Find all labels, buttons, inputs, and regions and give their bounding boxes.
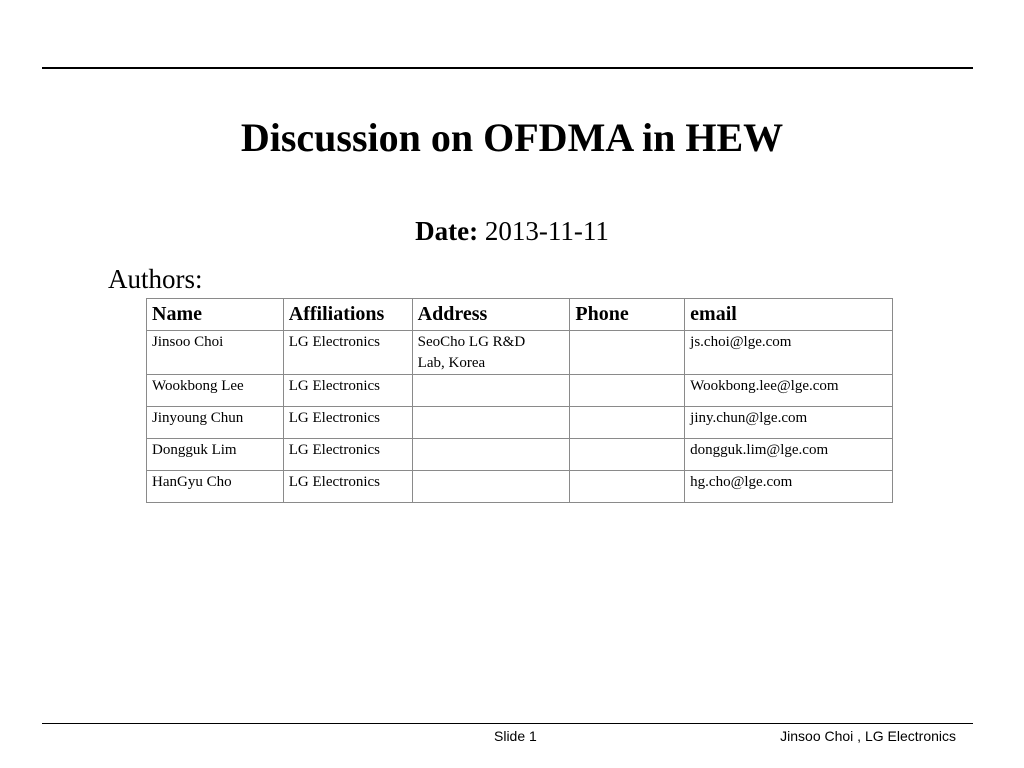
cell-affiliation: LG Electronics bbox=[283, 375, 412, 407]
cell-name: Jinsoo Choi bbox=[147, 331, 284, 375]
cell-affiliation: LG Electronics bbox=[283, 331, 412, 375]
table-row bbox=[147, 439, 893, 471]
cell-email: js.choi@lge.com bbox=[685, 331, 893, 375]
date-value: 2013-11-11 bbox=[484, 216, 609, 246]
cell-affiliation: LG Electronics bbox=[283, 407, 412, 439]
header-email: email bbox=[685, 299, 893, 331]
cell-email: hg.cho@lge.com bbox=[685, 471, 893, 503]
header-rule bbox=[42, 67, 973, 69]
cell-email: dongguk.lim@lge.com bbox=[685, 439, 893, 471]
authors-label: Authors: bbox=[108, 264, 203, 294]
header-address: Address bbox=[412, 299, 570, 331]
cell-affiliation: LG Electronics bbox=[283, 439, 412, 471]
slide-number: Slide 1 bbox=[494, 728, 537, 744]
cell-affiliation: LG Electronics bbox=[283, 471, 412, 503]
table-row bbox=[147, 375, 893, 407]
table-row bbox=[147, 331, 893, 375]
cell-email: jiny.chun@lge.com bbox=[685, 407, 893, 439]
cell-email: Wookbong.lee@lge.com bbox=[685, 375, 893, 407]
date-label: Date: bbox=[415, 216, 479, 246]
table-header-row bbox=[147, 299, 893, 331]
cell-address bbox=[412, 439, 570, 471]
cell-address: SeoCho LG R&D Lab, Korea bbox=[412, 331, 570, 375]
cell-name: Wookbong Lee bbox=[147, 375, 284, 407]
cell-phone bbox=[570, 375, 685, 407]
table-row bbox=[147, 407, 893, 439]
footer-rule bbox=[42, 723, 973, 724]
cell-name: HanGyu Cho bbox=[147, 471, 284, 503]
slide-title: Discussion on OFDMA in HEW bbox=[240, 115, 784, 160]
cell-phone bbox=[570, 407, 685, 439]
cell-phone bbox=[570, 439, 685, 471]
cell-name: Dongguk Lim bbox=[147, 439, 284, 471]
date-line bbox=[0, 214, 1024, 248]
cell-address bbox=[412, 375, 570, 407]
footer-author: Jinsoo Choi , LG Electronics bbox=[780, 728, 956, 744]
header-phone: Phone bbox=[570, 299, 685, 331]
authors-table bbox=[146, 298, 893, 503]
cell-phone bbox=[570, 471, 685, 503]
table-row bbox=[147, 471, 893, 503]
header-name: Name bbox=[147, 299, 284, 331]
header-affiliations: Affiliations bbox=[283, 299, 412, 331]
cell-address bbox=[412, 471, 570, 503]
cell-phone bbox=[570, 331, 685, 375]
cell-address bbox=[412, 407, 570, 439]
cell-name: Jinyoung Chun bbox=[147, 407, 284, 439]
